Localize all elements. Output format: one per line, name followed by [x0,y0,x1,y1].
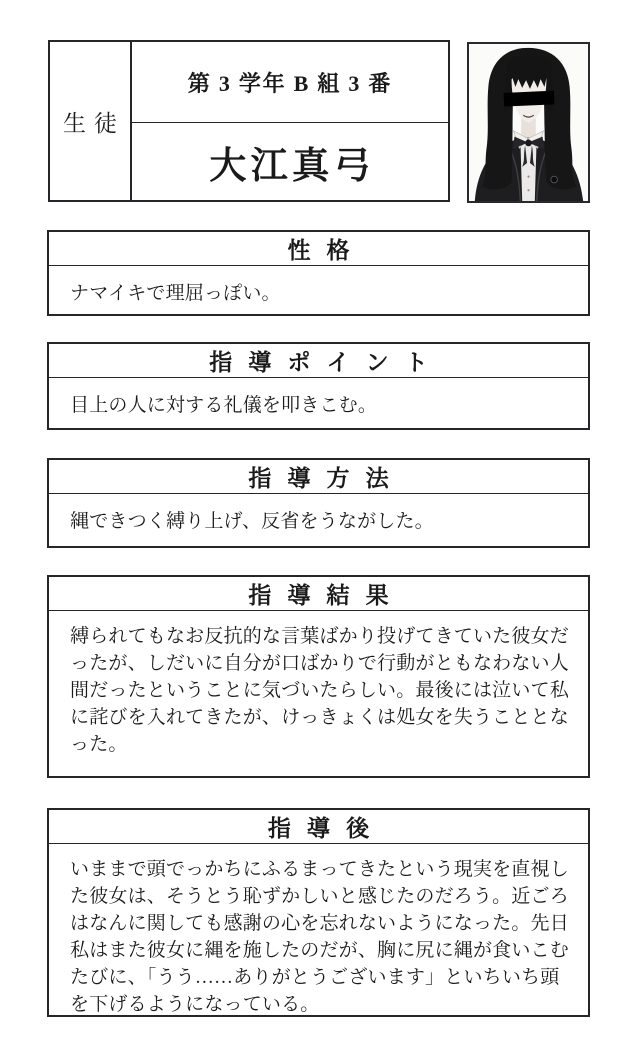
student-class-line: 第 3 学年 B 組 3 番 [132,42,448,123]
shirt [520,138,536,201]
censored-schoolgirl-photo-icon [469,44,588,201]
ribbon-knot [525,140,532,147]
section-after-guidance [47,808,590,1017]
shirt-button [527,176,529,178]
section-after-guidance-body: いままで頭でっかちにふるまってきたという現実を直視した彼女は、そうとう恥ずかしいと感じたのだろう。近ごろはなんに関しても感謝の心を忘れないようになった。先日私はまた彼女に縄を施したのだが、胸に尻に縄が食いこむたびに、「うう……ありがとうございます」といちいち頭を下げるようになっている。 [70,859,569,1015]
section-guidance-points-body: 目上の人に対する礼儀を叩きこむ。 [70,395,378,416]
section-guidance-method [47,458,590,548]
section-personality [47,230,590,316]
student-photo-frame [467,42,590,203]
section-personality-body: ナマイキで理屈っぽい。 [70,283,281,304]
section-guidance-method-title: 指導方法 [49,460,588,494]
student-header-row [48,40,590,203]
section-guidance-result [47,575,590,778]
student-card-right-column [132,42,448,200]
section-guidance-method-body: 縄できつく縛り上げ、反省をうながした。 [70,511,434,532]
section-guidance-points-title: 指導ポイント [49,344,588,378]
student-card [48,40,450,202]
section-guidance-points [47,342,590,430]
section-guidance-result-body: 縛られてもなお反抗的な言葉ばかり投げてきていた彼女だったが、しだいに自分が口ばかりで行動がともなわない人間だったということに気づいたらしい。最後には泣いて私に詫びを入れてきたが、けっきょくは処女を失うこととなった。 [70,626,569,755]
censor-bar [504,91,555,107]
uniform-emblem [551,176,558,183]
student-row-label: 生徒 [50,42,132,200]
student-name: 大江真弓 [209,145,376,187]
section-personality-title: 性格 [49,232,588,266]
section-after-guidance-title: 指導後 [49,810,588,844]
shirt-button [527,189,529,191]
section-guidance-result-title: 指導結果 [49,577,588,611]
